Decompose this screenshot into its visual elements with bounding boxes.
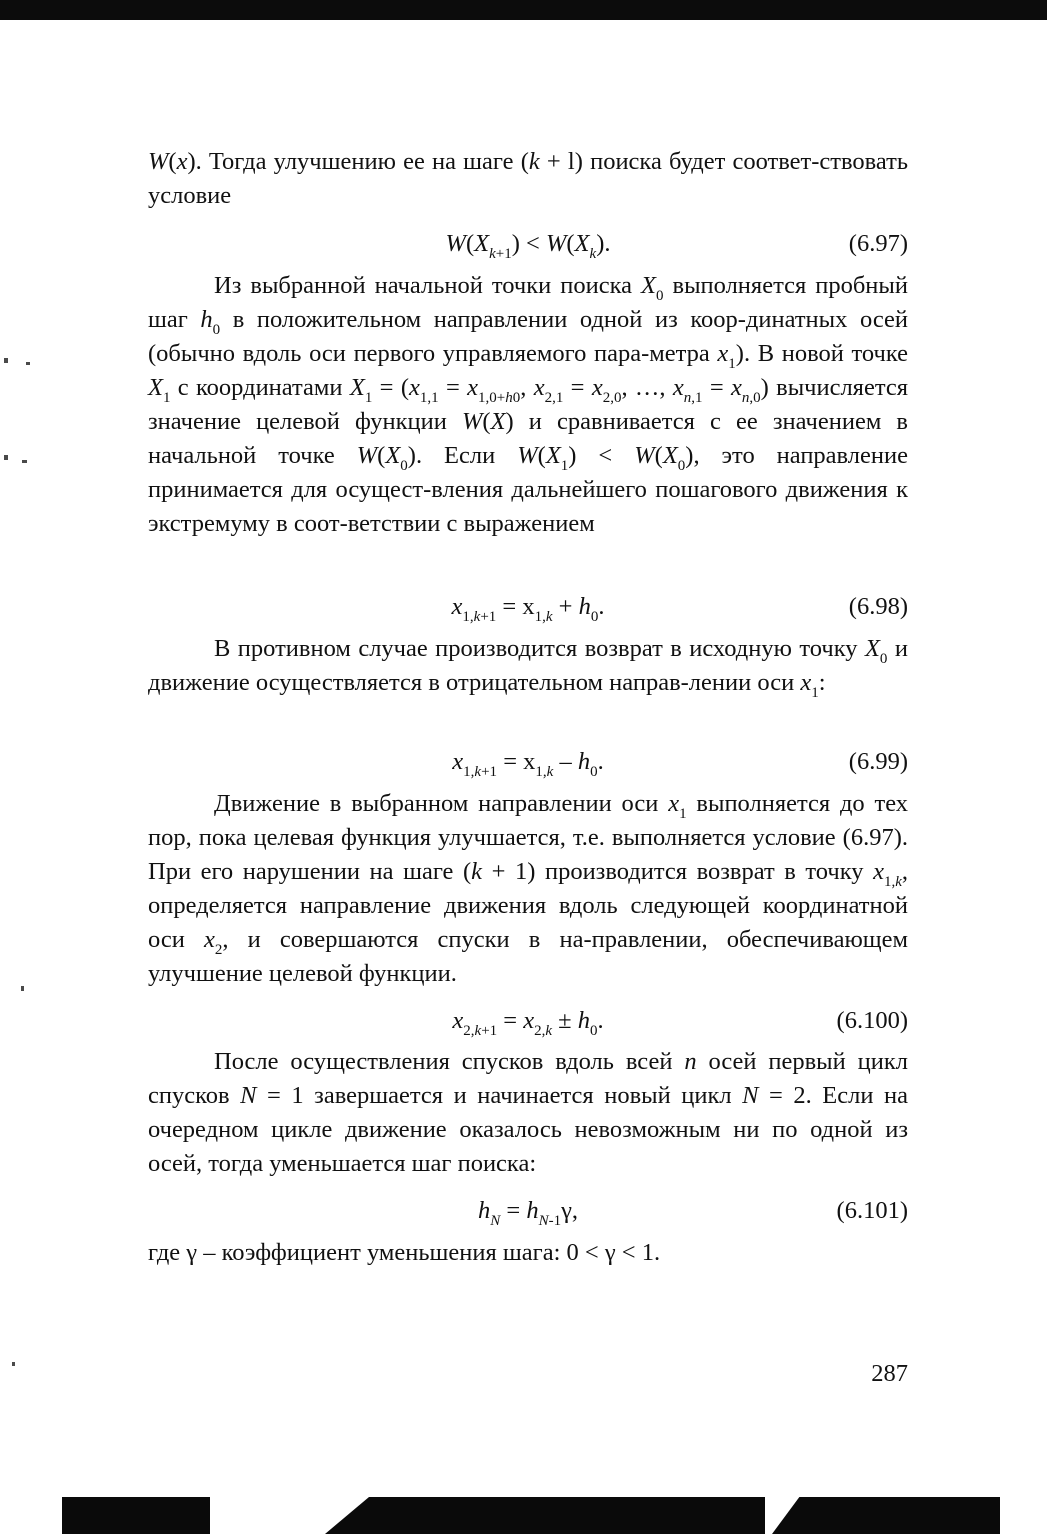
equation-expression: $x_{2,k+1} = x_{2,k} \pm h_0$. xyxy=(452,1007,604,1039)
paragraph-2: Из выбранной начальной точки поиска $X_0$ выполняется пробный шаг $h_0$ в положительном направлении одной из коор-динатных осей (обычно вдоль оси первого управляемого пара-метра $x_1$). В новой точке $X_1$ с координатами $X_1 = (x_{1,1} = x_{1,0+h0}$, $x_{2,1} = x_{2,0}$, …, $x_{n,1} = x_{n,0}$) вычисляется значение целевой функции W(X) и сравнивается с ее значением в начальной точке $W(X_0)$. Если $W(X_1) < W(X_0)$, это направление принимается для осущест-вления дальнейшего пошагового движения к экстремуму в соот-ветствии с выражением xyxy=(148,272,909,537)
paragraph-6: где γ – коэффициент уменьшения шага: 0 < γ < 1. xyxy=(148,1239,661,1266)
equation-number: (6.101) xyxy=(836,1197,908,1224)
equation-number: (6.98) xyxy=(848,593,908,620)
paragraph-5: После осуществления спусков вдоль всей n осей первый цикл спусков N = 1 завершается и начинается новый цикл N = 2. Если на очередном цикле движение оказалось невозможным ни по одной из осей, тогда уменьшается шаг поиска: xyxy=(148,1048,909,1177)
equation-expression: $x_{1,k+1} = x_{1,k} - h_0$. xyxy=(452,748,604,780)
equation-expression: $x_{1,k+1} = x_{1,k} + h_0$. xyxy=(451,593,605,625)
scan-speck xyxy=(21,986,24,991)
paragraph-3: В противном случае производится возврат в исходную точку $X_0$ и движение осуществляется в отрицательном направ-лении оси $x_1$: xyxy=(148,635,908,701)
equation-6-97 xyxy=(148,227,908,261)
scan-speck xyxy=(12,1362,15,1366)
scan-speck xyxy=(4,358,8,363)
paragraph-1: W(x). Тогда улучшению ее на шаге (k + l) поиска будет соответ-ствовать условие xyxy=(148,148,909,209)
equation-6-98 xyxy=(148,590,908,624)
scan-top-border xyxy=(0,0,1047,20)
equation-number: (6.99) xyxy=(848,748,908,775)
scan-bottom-bar xyxy=(62,1497,210,1534)
scan-speck xyxy=(22,460,27,463)
equation-6-101 xyxy=(148,1194,908,1228)
equation-expression: $W(X_{k+1}) < W(X_k)$. xyxy=(445,230,611,262)
equation-number: (6.97) xyxy=(848,230,908,257)
scan-speck xyxy=(26,362,30,365)
scan-bottom-bar xyxy=(325,1497,765,1534)
paragraph-4: Движение в выбранном направлении оси $x_1$ выполняется до тех пор, пока целевая функция улучшается, т.е. выполняется условие (6.97). При его нарушении на шаге (k + 1) производится возврат в точку $x_{1,k}$, определяется направление движения вдоль следующей координатной оси $x_2$, и совершаются спуски в на-правлении, обеспечивающем улучшение целевой функции. xyxy=(148,790,909,987)
scan-bottom-bar xyxy=(772,1497,1000,1534)
equation-expression: $h_N = h_{N-1}\gamma$, xyxy=(477,1197,579,1229)
page-number: 287 xyxy=(871,1360,908,1387)
equation-6-100 xyxy=(148,1004,908,1038)
scan-speck xyxy=(4,455,8,460)
equation-number: (6.100) xyxy=(836,1007,908,1034)
equation-6-99 xyxy=(148,745,908,779)
